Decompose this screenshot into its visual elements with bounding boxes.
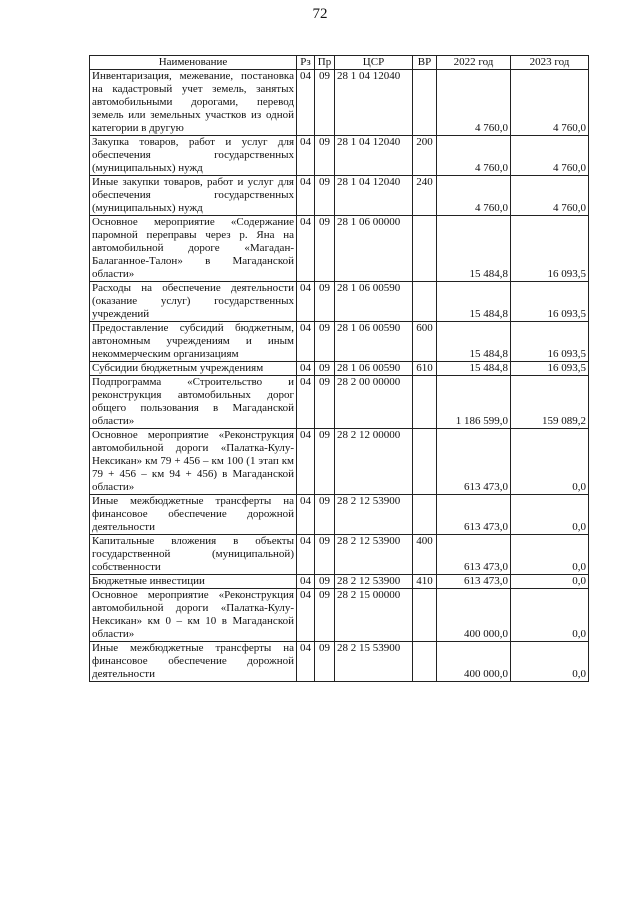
row-2023: 0,0 <box>511 642 589 682</box>
row-rz: 04 <box>297 642 315 682</box>
header-pr: Пр <box>315 56 335 70</box>
row-name: Капитальные вложения в объекты государственной (муниципальной) собственности <box>90 535 297 575</box>
row-name: Закупка товаров, работ и услуг для обеспечения государственных (муниципальных) нужд <box>90 136 297 176</box>
row-rz: 04 <box>297 216 315 282</box>
header-2023: 2023 год <box>511 56 589 70</box>
row-name: Иные межбюджетные трансферты на финансовое обеспечение дорожной деятельности <box>90 642 297 682</box>
table-row <box>90 282 589 322</box>
row-pr: 09 <box>315 136 335 176</box>
row-2022: 15 484,8 <box>437 216 511 282</box>
row-pr: 09 <box>315 642 335 682</box>
row-2022: 4 760,0 <box>437 70 511 136</box>
row-name: Бюджетные инвестиции <box>90 575 297 589</box>
row-csr: 28 1 04 12040 <box>335 176 413 216</box>
row-csr: 28 2 12 53900 <box>335 495 413 535</box>
row-2022: 613 473,0 <box>437 495 511 535</box>
row-pr: 09 <box>315 495 335 535</box>
header-csr: ЦСР <box>335 56 413 70</box>
header-vr: ВР <box>413 56 437 70</box>
row-vr <box>413 70 437 136</box>
row-2022: 4 760,0 <box>437 176 511 216</box>
table-row <box>90 535 589 575</box>
row-csr: 28 2 12 53900 <box>335 535 413 575</box>
row-2023: 0,0 <box>511 575 589 589</box>
table-row <box>90 589 589 642</box>
row-2022: 400 000,0 <box>437 589 511 642</box>
row-pr: 09 <box>315 362 335 376</box>
row-pr: 09 <box>315 216 335 282</box>
table-row <box>90 362 589 376</box>
row-rz: 04 <box>297 70 315 136</box>
row-name: Субсидии бюджетным учреждениям <box>90 362 297 376</box>
row-2022: 15 484,8 <box>437 362 511 376</box>
header-2022: 2022 год <box>437 56 511 70</box>
row-csr: 28 2 15 53900 <box>335 642 413 682</box>
row-rz: 04 <box>297 575 315 589</box>
row-2023: 0,0 <box>511 535 589 575</box>
row-rz: 04 <box>297 136 315 176</box>
row-name: Основное мероприятие «Реконструкция автомобильной дороги «Палатка-Кулу-Нексикан» км 0 – км 10 в Магаданской области» <box>90 589 297 642</box>
row-vr <box>413 589 437 642</box>
row-rz: 04 <box>297 429 315 495</box>
row-rz: 04 <box>297 376 315 429</box>
row-name: Инвентаризация, межевание, постановка на кадастровый учет земель, занятых автомобильными дорогами, перевод земель или земельных участков из одной категории в другую <box>90 70 297 136</box>
row-csr: 28 2 12 00000 <box>335 429 413 495</box>
row-pr: 09 <box>315 589 335 642</box>
row-2023: 16 093,5 <box>511 216 589 282</box>
row-2022: 613 473,0 <box>437 575 511 589</box>
row-csr: 28 1 06 00590 <box>335 362 413 376</box>
row-2022: 613 473,0 <box>437 429 511 495</box>
row-2023: 4 760,0 <box>511 136 589 176</box>
row-2023: 0,0 <box>511 589 589 642</box>
row-rz: 04 <box>297 282 315 322</box>
table-row <box>90 495 589 535</box>
table-row <box>90 376 589 429</box>
row-csr: 28 2 00 00000 <box>335 376 413 429</box>
row-2023: 4 760,0 <box>511 70 589 136</box>
row-vr <box>413 642 437 682</box>
row-2022: 4 760,0 <box>437 136 511 176</box>
row-rz: 04 <box>297 362 315 376</box>
table-row <box>90 429 589 495</box>
row-vr: 600 <box>413 322 437 362</box>
row-name: Иные закупки товаров, работ и услуг для обеспечения государственных (муниципальных) нужд <box>90 176 297 216</box>
row-2023: 159 089,2 <box>511 376 589 429</box>
row-csr: 28 1 06 00590 <box>335 322 413 362</box>
row-2022: 15 484,8 <box>437 322 511 362</box>
row-csr: 28 1 06 00000 <box>335 216 413 282</box>
row-csr: 28 1 04 12040 <box>335 70 413 136</box>
row-name: Основное мероприятие «Реконструкция автомобильной дороги «Палатка-Кулу-Нексикан» км 79 + 456 – км 100 (1 этап км 79 + 456 – км 94 + 456) в Магаданской области» <box>90 429 297 495</box>
row-csr: 28 2 15 00000 <box>335 589 413 642</box>
table-row <box>90 642 589 682</box>
table-row <box>90 575 589 589</box>
row-pr: 09 <box>315 535 335 575</box>
row-vr: 200 <box>413 136 437 176</box>
table-row <box>90 322 589 362</box>
row-rz: 04 <box>297 495 315 535</box>
page-number: 72 <box>312 6 328 22</box>
row-vr <box>413 429 437 495</box>
row-2023: 4 760,0 <box>511 176 589 216</box>
header-rz: Рз <box>297 56 315 70</box>
row-csr: 28 2 12 53900 <box>335 575 413 589</box>
row-2023: 16 093,5 <box>511 362 589 376</box>
row-csr: 28 1 06 00590 <box>335 282 413 322</box>
table-row <box>90 136 589 176</box>
row-rz: 04 <box>297 176 315 216</box>
row-2022: 613 473,0 <box>437 535 511 575</box>
row-2023: 16 093,5 <box>511 322 589 362</box>
table-row <box>90 176 589 216</box>
row-rz: 04 <box>297 535 315 575</box>
row-2022: 15 484,8 <box>437 282 511 322</box>
row-pr: 09 <box>315 575 335 589</box>
header-name: Наименование <box>90 56 297 70</box>
row-vr <box>413 282 437 322</box>
table-header-row <box>90 56 589 70</box>
row-rz: 04 <box>297 322 315 362</box>
row-vr: 240 <box>413 176 437 216</box>
row-name: Расходы на обеспечение деятельности (оказание услуг) государственных учреждений <box>90 282 297 322</box>
row-name: Основное мероприятие «Содержание паромной переправы через р. Яна на автомобильной дороге «Магадан-Балаганное-Талон» в Магаданской области» <box>90 216 297 282</box>
row-2023: 0,0 <box>511 429 589 495</box>
row-pr: 09 <box>315 176 335 216</box>
table-row <box>90 216 589 282</box>
row-vr <box>413 495 437 535</box>
row-2022: 1 186 599,0 <box>437 376 511 429</box>
row-2023: 0,0 <box>511 495 589 535</box>
row-rz: 04 <box>297 589 315 642</box>
row-2022: 400 000,0 <box>437 642 511 682</box>
row-vr: 400 <box>413 535 437 575</box>
row-name: Иные межбюджетные трансферты на финансовое обеспечение дорожной деятельности <box>90 495 297 535</box>
row-pr: 09 <box>315 282 335 322</box>
row-vr: 610 <box>413 362 437 376</box>
row-pr: 09 <box>315 429 335 495</box>
row-name: Подпрограмма «Строительство и реконструкция автомобильных дорог общего пользования в Магаданской области» <box>90 376 297 429</box>
table-row <box>90 70 589 136</box>
row-vr <box>413 376 437 429</box>
row-name: Предоставление субсидий бюджетным, автономным учреждениям и иным некоммерческим организациям <box>90 322 297 362</box>
row-vr: 410 <box>413 575 437 589</box>
row-vr <box>413 216 437 282</box>
row-2023: 16 093,5 <box>511 282 589 322</box>
row-pr: 09 <box>315 376 335 429</box>
row-csr: 28 1 04 12040 <box>335 136 413 176</box>
budget-table <box>89 55 589 682</box>
row-pr: 09 <box>315 70 335 136</box>
row-pr: 09 <box>315 322 335 362</box>
